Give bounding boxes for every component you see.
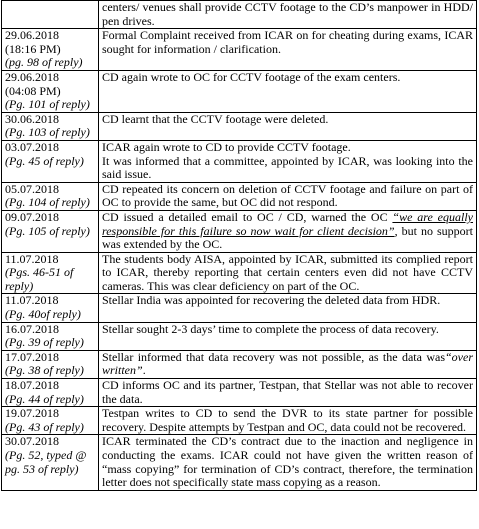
page-reference: (Pg. 38 of reply) <box>5 363 84 378</box>
table-row <box>2 1 477 29</box>
event-text: CD informs OC and its partner, Testpan, that Stellar was not able to recover the data. <box>102 378 473 406</box>
page-reference: reply) <box>5 278 34 293</box>
timeline-body <box>2 1 477 491</box>
date-cell <box>2 140 99 182</box>
page-reference: (Pg. 44 of reply) <box>5 391 84 406</box>
date-cell <box>2 29 99 71</box>
page-reference: (Pg. 40of reply) <box>5 307 81 322</box>
table-row <box>2 294 477 322</box>
date-text: 17.07.2018 <box>5 349 59 364</box>
event-text: ICAR terminated the CD’s contract due to the inaction and negligence in conducting the exams. ICAR could not have given the written reason of “mass copying” for termination of CD’s contract, therefore, the termination letter does not specifically state mass copying as a reason. <box>102 434 473 490</box>
event-text: The students body AISA, appointed by ICAR, submitted its complied report to ICAR, thereby reporting that certain centers even did not have CCTV cameras. This was clear deficiency on part of the OC. <box>102 251 473 293</box>
event-cell <box>99 252 477 294</box>
event-text: It was informed that a committee, appointed by ICAR, was looking into the said issue. <box>102 153 473 182</box>
page-reference: (pg. 98 of reply) <box>5 55 83 70</box>
date-text: 18.07.2018 <box>5 378 59 393</box>
quoted-text: “we are equally responsible for this failure so now wait for client decision” <box>102 209 473 238</box>
event-text: ICAR again wrote to CD to provide CCTV footage. <box>102 139 351 154</box>
event-cell <box>99 294 477 322</box>
date-text: 29.06.2018 <box>5 69 59 84</box>
table-row <box>2 407 477 435</box>
table-row <box>2 112 477 140</box>
date-text: 11.07.2018 <box>5 251 59 266</box>
event-cell <box>99 140 477 182</box>
event-text: Formal Complaint received from ICAR on for cheating during exams, ICAR sought for information / clarification. <box>102 28 473 56</box>
date-text: 29.06.2018 <box>5 28 59 43</box>
table-row <box>2 350 477 378</box>
date-cell <box>2 182 99 210</box>
page-reference: (Pgs. 46-51 of <box>5 265 74 280</box>
date-text: 09.07.2018 <box>5 209 59 224</box>
page-reference: (Pg. 104 of reply) <box>5 195 90 210</box>
event-cell <box>99 70 477 112</box>
date-cell <box>2 294 99 322</box>
table-row <box>2 379 477 407</box>
date-text: (04:08 PM) <box>5 83 61 98</box>
event-text: CD learnt that the CCTV footage were deleted. <box>102 111 329 126</box>
event-text: CD issued a detailed email to OC / CD, warned the OC <box>102 209 393 224</box>
event-text: centers/ venues shall provide CCTV footage to the CD’s manpower in HDD/ pen drives. <box>102 0 473 28</box>
date-text: 05.07.2018 <box>5 181 59 196</box>
table-row <box>2 210 477 252</box>
date-cell <box>2 435 99 490</box>
table-row <box>2 322 477 350</box>
page-reference: (Pg. 45 of reply) <box>5 153 84 168</box>
event-cell <box>99 322 477 350</box>
event-cell <box>99 112 477 140</box>
event-cell <box>99 350 477 378</box>
date-text: (18:16 PM) <box>5 41 61 56</box>
date-cell <box>2 407 99 435</box>
date-text: 03.07.2018 <box>5 139 59 154</box>
date-cell <box>2 1 99 29</box>
date-cell <box>2 70 99 112</box>
page-reference: (Pg. 105 of reply) <box>5 223 90 238</box>
date-text: 16.07.2018 <box>5 321 59 336</box>
table-row <box>2 29 477 71</box>
event-text: , but no support was extended by the OC. <box>102 223 473 252</box>
page-reference: (Pg. 52, typed @ <box>5 448 87 462</box>
event-text: . <box>142 363 146 378</box>
quoted-text: “over written” <box>102 349 473 378</box>
page-reference: (Pg. 101 of reply) <box>5 97 90 112</box>
date-cell <box>2 252 99 294</box>
date-text: 19.07.2018 <box>5 406 59 421</box>
date-cell <box>2 112 99 140</box>
event-text: Stellar India was appointed for recovering the deleted data from HDR. <box>102 293 441 308</box>
event-cell <box>99 407 477 435</box>
table-row <box>2 435 477 490</box>
date-cell <box>2 210 99 252</box>
page-reference: (Pg. 39 of reply) <box>5 335 84 350</box>
event-cell <box>99 29 477 71</box>
event-text: Stellar sought 2-3 days’ time to complete the process of data recovery. <box>102 321 439 336</box>
date-text: 11.07.2018 <box>5 293 59 308</box>
date-cell <box>2 379 99 407</box>
date-text: 30.06.2018 <box>5 111 59 126</box>
page-reference: (Pg. 103 of reply) <box>5 125 90 140</box>
event-cell <box>99 379 477 407</box>
event-text: Stellar informed that data recovery was not possible, as the data was <box>102 349 445 364</box>
timeline-table <box>1 0 477 491</box>
page-reference: pg. 53 of reply) <box>5 461 79 476</box>
date-cell <box>2 350 99 378</box>
table-row <box>2 182 477 210</box>
table-row <box>2 70 477 112</box>
event-cell <box>99 210 477 252</box>
table-row <box>2 140 477 182</box>
event-cell <box>99 182 477 210</box>
table-row <box>2 252 477 294</box>
event-text: CD repeated its concern on deletion of CCTV footage and failure on part of OC to provide the same, but OC did not respond. <box>102 181 473 210</box>
event-text: Testpan writes to CD to send the DVR to its state partner for possible recovery. Despite attempts by Testpan and OC, data could not be recovered. <box>102 406 473 434</box>
date-text: 30.07.2018 <box>5 434 59 449</box>
page-reference: (Pg. 43 of reply) <box>5 419 84 434</box>
event-cell <box>99 435 477 490</box>
date-cell <box>2 322 99 350</box>
event-cell <box>99 1 477 29</box>
event-text: CD again wrote to OC for CCTV footage of the exam centers. <box>102 69 401 84</box>
